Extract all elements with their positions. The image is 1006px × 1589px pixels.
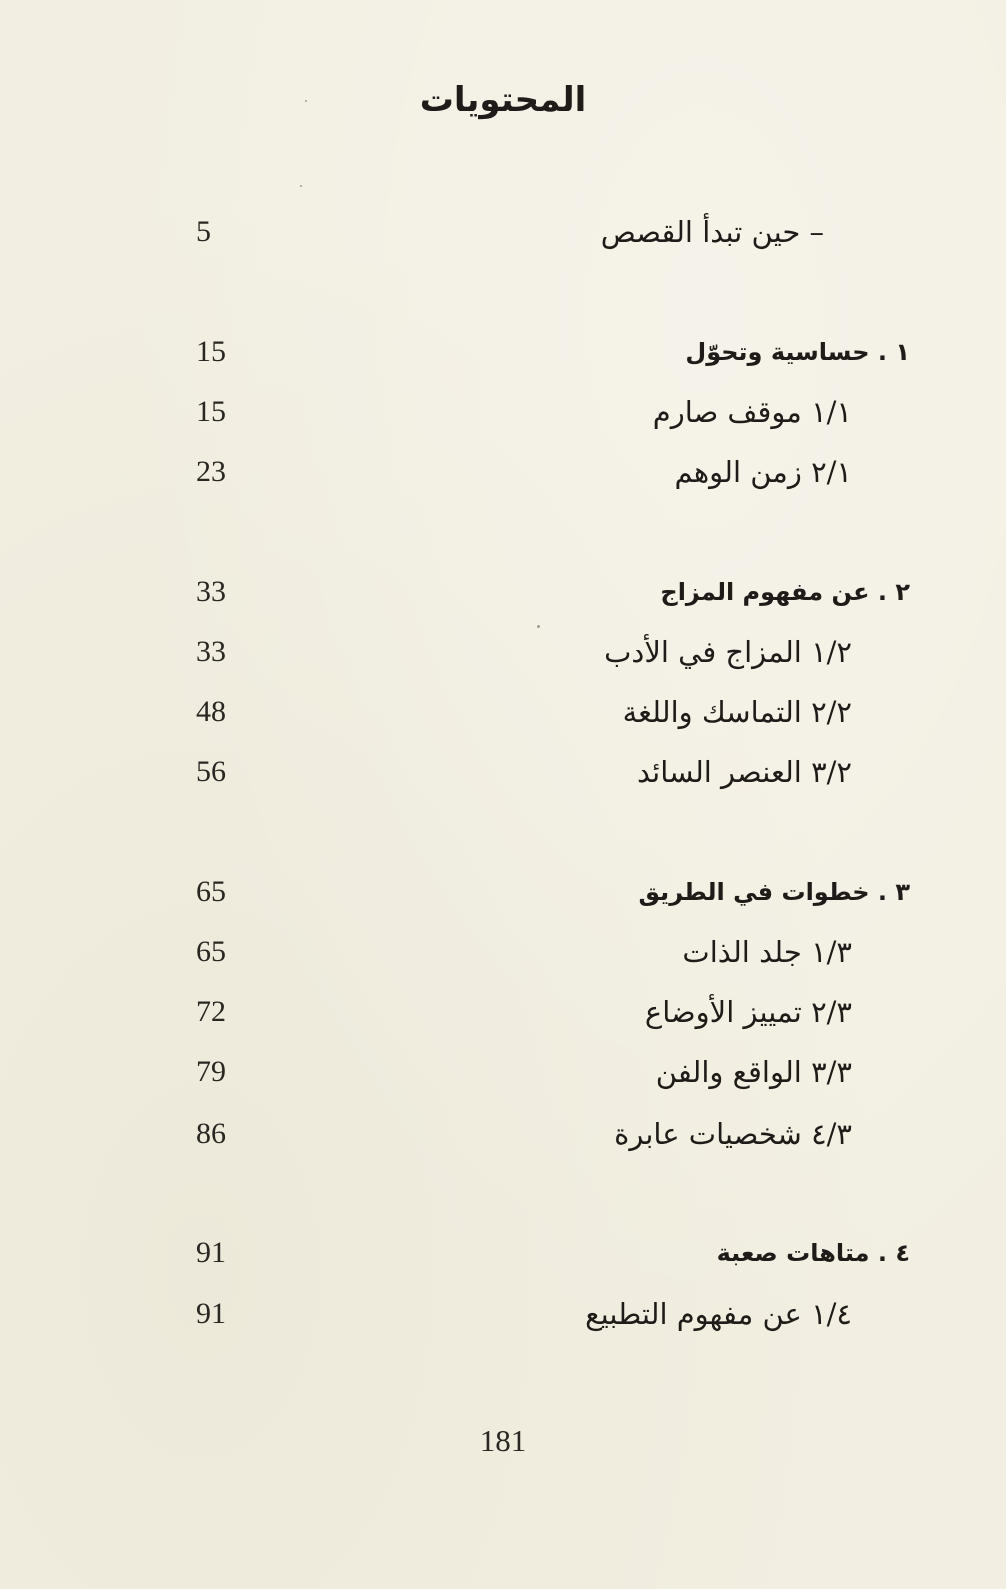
- toc-entry-page: 91: [196, 1236, 226, 1269]
- toc-entry-label: ٤/٣ شخصيات عابرة: [614, 1117, 852, 1151]
- toc-section-1-2: [170, 446, 910, 498]
- toc-chapter-1: [170, 326, 910, 378]
- toc-chapter-2: [170, 566, 910, 618]
- toc-entry-label: ١ . حساسية وتحوّل: [685, 338, 910, 366]
- paper-speck: [300, 185, 302, 187]
- toc-entry-page: 65: [196, 875, 226, 908]
- toc-section-4-1: [170, 1288, 910, 1340]
- toc-entry-label: ١/١ موقف صارم: [652, 395, 852, 429]
- toc-entry-page: 56: [196, 755, 226, 788]
- toc-entry-label: ٢/٢ التماسك واللغة: [622, 695, 852, 729]
- toc-entry-label: – حين تبدأ القصص: [600, 215, 824, 249]
- toc-section-2-1: [170, 626, 910, 678]
- toc-entry-page: 79: [196, 1055, 226, 1088]
- toc-entry-page: 5: [196, 215, 211, 248]
- toc-entry-page: 91: [196, 1297, 226, 1330]
- toc-entry-label: ٣ . خطوات في الطريق: [638, 878, 910, 906]
- toc-entry-label: ٢ . عن مفهوم المزاج: [660, 578, 910, 606]
- toc-entry-page: 33: [196, 635, 226, 668]
- paper-speck: [537, 625, 540, 628]
- paper-speck: [305, 100, 307, 102]
- toc-section-3-1: [170, 926, 910, 978]
- toc-section-1-1: [170, 386, 910, 438]
- toc-entry-page: 48: [196, 695, 226, 728]
- toc-entry-label: ٣/٢ العنصر السائد: [636, 755, 852, 789]
- toc-entry-label: ١/٢ المزاج في الأدب: [604, 635, 852, 669]
- toc-section-2-3: [170, 746, 910, 798]
- toc-entry-page: 72: [196, 995, 226, 1028]
- toc-entry-page: 23: [196, 455, 226, 488]
- toc-section-3-2: [170, 986, 910, 1038]
- toc-entry-intro: [170, 206, 910, 258]
- toc-entry-label: ١/٣ جلد الذات: [682, 935, 852, 969]
- page-title: المحتويات: [419, 80, 587, 120]
- toc-section-3-4: [170, 1108, 910, 1160]
- toc-chapter-3: [170, 866, 910, 918]
- toc-entry-page: 65: [196, 935, 226, 968]
- toc-entry-label: ١/٤ عن مفهوم التطبيع: [585, 1297, 852, 1331]
- toc-section-2-2: [170, 686, 910, 738]
- toc-entry-page: 86: [196, 1117, 226, 1150]
- toc-entry-page: 33: [196, 575, 226, 608]
- toc-entry-page: 15: [196, 335, 226, 368]
- toc-entry-label: ٤ . متاهات صعبة: [716, 1239, 910, 1267]
- toc-entry-label: ٢/١ زمن الوهم: [674, 455, 852, 489]
- toc-entry-page: 15: [196, 395, 226, 428]
- toc-entry-label: ٢/٣ تمييز الأوضاع: [644, 995, 852, 1029]
- toc-section-3-3: [170, 1046, 910, 1098]
- toc-entry-label: ٣/٣ الواقع والفن: [655, 1055, 852, 1089]
- toc-chapter-4: [170, 1227, 910, 1279]
- page-number: 181: [479, 1423, 527, 1458]
